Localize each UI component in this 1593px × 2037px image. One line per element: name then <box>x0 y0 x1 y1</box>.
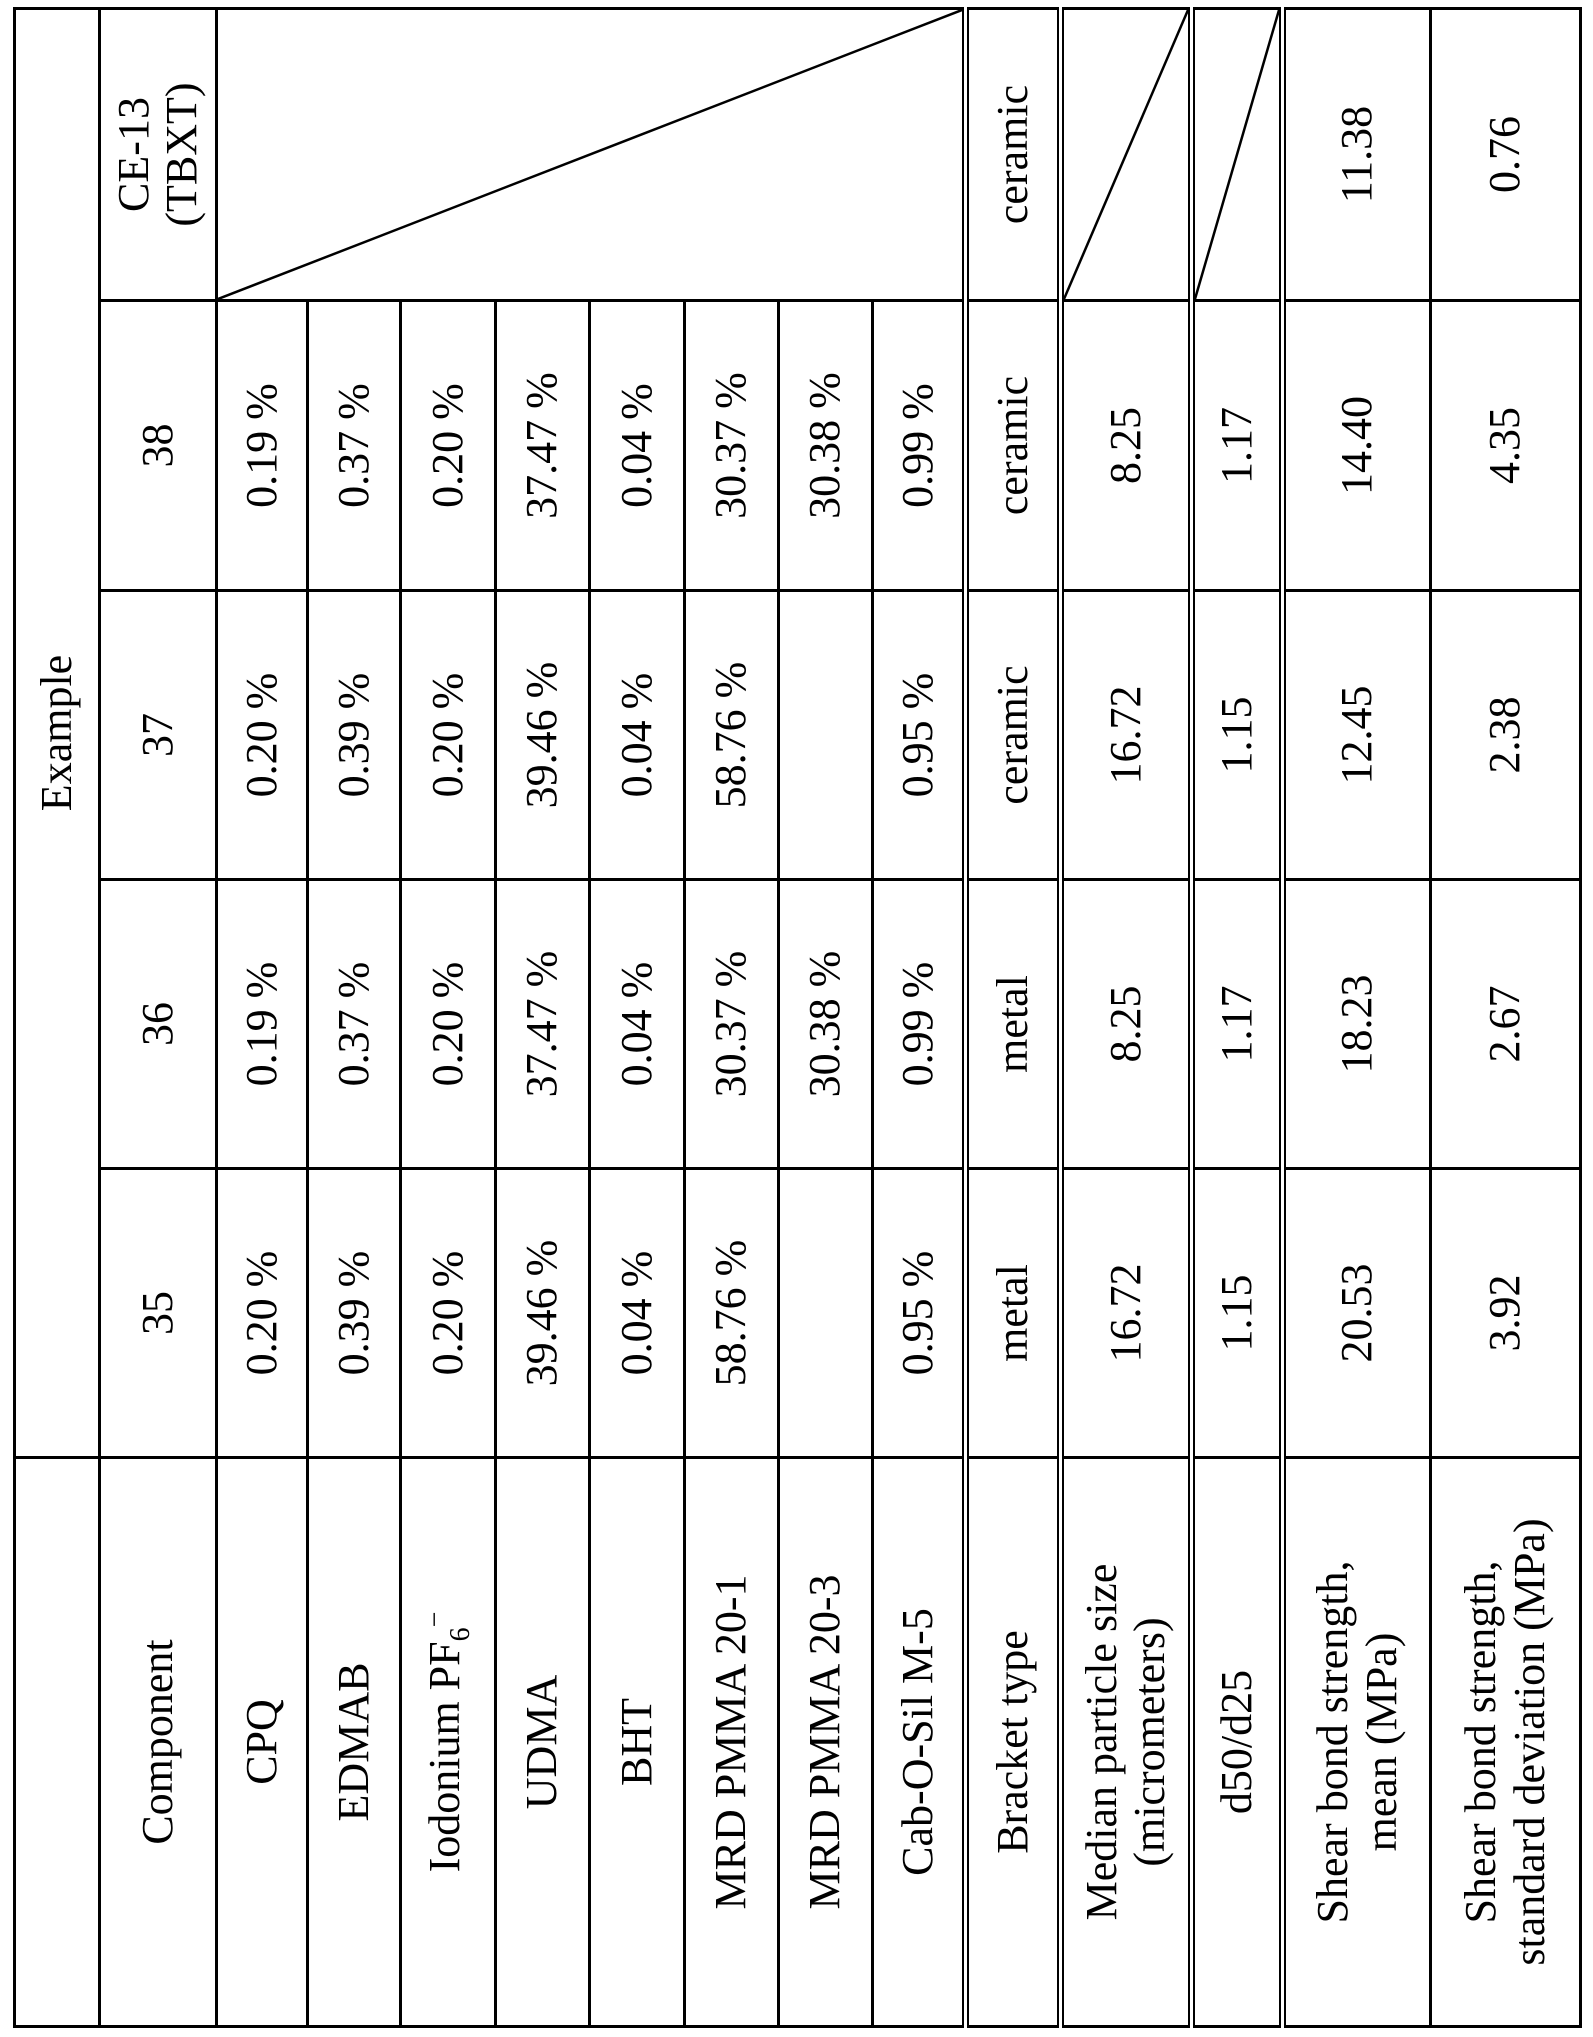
value-cell: 14.40 <box>1283 301 1431 591</box>
value-cell: 30.37 % <box>685 880 779 1169</box>
column-header-3: 37 <box>100 591 217 880</box>
value-cell: 37.47 % <box>496 301 590 591</box>
row-label: MRD PMMA 20-1 <box>685 1458 779 2027</box>
row-label: Median particle size (micrometers) <box>1061 1458 1192 2027</box>
value-cell: 16.72 <box>1061 1169 1192 1458</box>
table-row <box>779 8 873 2026</box>
value-cell: 0.19 % <box>217 301 308 591</box>
table-row <box>1283 8 1431 2026</box>
row-label: Shear bond strength, standard deviation (MPa) <box>1431 1458 1581 2027</box>
diagonal-strike <box>218 10 962 299</box>
value-cell <box>779 1169 873 1458</box>
value-cell: 2.67 <box>1431 880 1581 1169</box>
value-cell: 0.99 % <box>873 301 966 591</box>
column-header-row <box>100 8 217 2026</box>
value-cell: 8.25 <box>1061 301 1192 591</box>
value-cell: 0.20 % <box>401 880 496 1169</box>
value-cell: 0.04 % <box>590 301 685 591</box>
blank-corner-cell <box>15 1458 100 2027</box>
value-cell: ceramic <box>966 591 1061 880</box>
value-cell: 0.37 % <box>308 301 401 591</box>
rotated-table-page <box>13 10 1579 2028</box>
value-cell: 30.37 % <box>685 301 779 591</box>
example-header: Example <box>15 8 100 1457</box>
value-cell: 18.23 <box>1283 880 1431 1169</box>
row-label: EDMAB <box>308 1458 401 2027</box>
table-row <box>966 8 1061 2026</box>
table-row <box>873 8 966 2026</box>
table-row <box>685 8 779 2026</box>
value-cell: 0.37 % <box>308 880 401 1169</box>
value-cell: 0.04 % <box>590 1169 685 1458</box>
value-cell: 58.76 % <box>685 1169 779 1458</box>
value-cell: 0.39 % <box>308 1169 401 1458</box>
table-row <box>217 8 308 2026</box>
row-label: d50/d25 <box>1192 1458 1283 2027</box>
row-label: UDMA <box>496 1458 590 2027</box>
value-cell: 0.20 % <box>401 591 496 880</box>
table-row <box>1061 8 1192 2026</box>
column-header-4: 38 <box>100 301 217 591</box>
row-label: Bracket type <box>966 1458 1061 2027</box>
value-cell: 1.17 <box>1192 880 1283 1169</box>
value-cell: 30.38 % <box>779 880 873 1169</box>
column-header-2: 36 <box>100 880 217 1169</box>
table-row <box>308 8 401 2026</box>
value-cell: 39.46 % <box>496 591 590 880</box>
value-cell: 0.20 % <box>217 1169 308 1458</box>
value-cell: 2.38 <box>1431 591 1581 880</box>
table-row <box>590 8 685 2026</box>
row-label: BHT <box>590 1458 685 2027</box>
table-row <box>401 8 496 2026</box>
value-cell: metal <box>966 1169 1061 1458</box>
not-applicable-cell <box>1061 8 1192 300</box>
row-label-text: Iodonium PF <box>420 1641 469 1872</box>
value-cell: ceramic <box>966 8 1061 300</box>
column-header-1: 35 <box>100 1169 217 1458</box>
value-cell: 30.38 % <box>779 301 873 591</box>
value-cell: ceramic <box>966 301 1061 591</box>
value-cell: 16.72 <box>1061 591 1192 880</box>
composition-table <box>13 7 1582 2028</box>
group-header-row <box>15 8 100 2026</box>
value-cell: 0.04 % <box>590 880 685 1169</box>
table-row <box>496 8 590 2026</box>
value-cell: 0.04 % <box>590 591 685 880</box>
value-cell: 1.15 <box>1192 1169 1283 1458</box>
not-applicable-cell <box>1192 8 1283 300</box>
value-cell: metal <box>966 880 1061 1169</box>
diagonal-strike <box>1064 10 1188 299</box>
value-cell: 0.20 % <box>401 301 496 591</box>
value-cell: 0.99 % <box>873 880 966 1169</box>
row-label: MRD PMMA 20-3 <box>779 1458 873 2027</box>
value-cell: 0.76 <box>1431 8 1581 300</box>
value-cell: 0.95 % <box>873 591 966 880</box>
value-cell: 3.92 <box>1431 1169 1581 1458</box>
row-label-superscript: − <box>419 1612 450 1628</box>
row-label: Shear bond strength, mean (MPa) <box>1283 1458 1431 2027</box>
diagonal-strike <box>1195 10 1279 299</box>
value-cell: 12.45 <box>1283 591 1431 880</box>
value-cell <box>779 591 873 880</box>
row-label <box>401 1458 496 2027</box>
value-cell: 37.47 % <box>496 880 590 1169</box>
value-cell: 1.15 <box>1192 591 1283 880</box>
value-cell: 0.95 % <box>873 1169 966 1458</box>
column-header-5: CE-13 (TBXT) <box>100 8 217 300</box>
value-cell: 0.39 % <box>308 591 401 880</box>
value-cell: 39.46 % <box>496 1169 590 1458</box>
value-cell: 0.19 % <box>217 880 308 1169</box>
value-cell: 1.17 <box>1192 301 1283 591</box>
value-cell: 4.35 <box>1431 301 1581 591</box>
value-cell: 20.53 <box>1283 1169 1431 1458</box>
row-label-subscript: 6 <box>444 1627 475 1641</box>
row-label: Cab-O-Sil M-5 <box>873 1458 966 2027</box>
table-row <box>1431 8 1581 2026</box>
value-cell: 11.38 <box>1283 8 1431 300</box>
row-label: CPQ <box>217 1458 308 2027</box>
component-header: Component <box>100 1458 217 2027</box>
value-cell: 0.20 % <box>401 1169 496 1458</box>
value-cell: 0.20 % <box>217 591 308 880</box>
value-cell: 58.76 % <box>685 591 779 880</box>
table-row <box>1192 8 1283 2026</box>
value-cell: 8.25 <box>1061 880 1192 1169</box>
not-applicable-cell <box>217 8 966 300</box>
